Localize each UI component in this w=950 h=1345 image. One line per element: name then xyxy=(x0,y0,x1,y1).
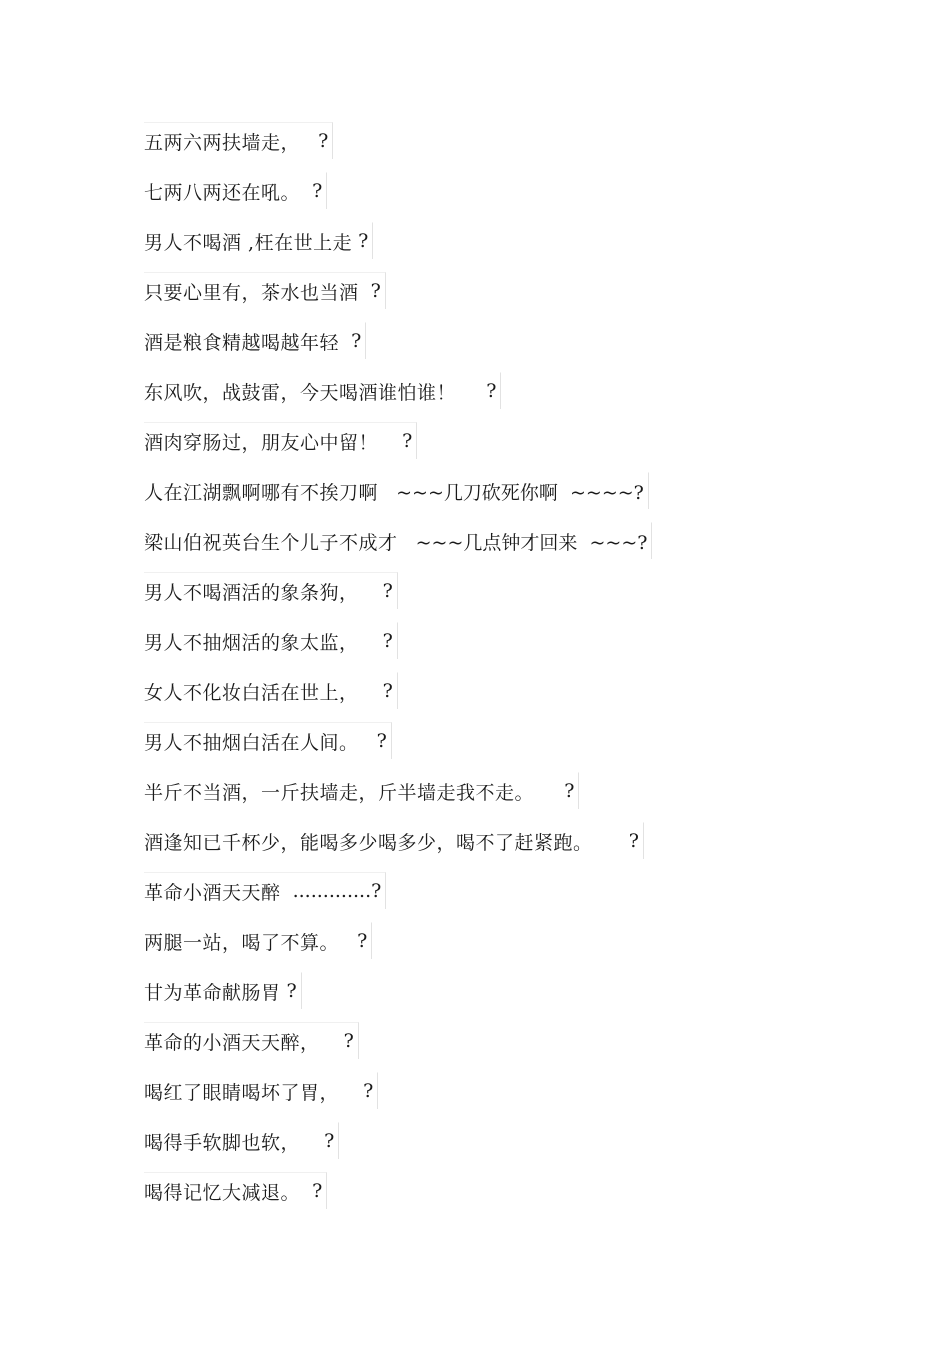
text-line xyxy=(144,572,652,622)
line-text: 革命的小酒天天醉， xyxy=(144,1031,320,1054)
line-text: 人在江湖飘啊哪有不挨刀啊 xyxy=(144,481,379,504)
text-line xyxy=(144,272,652,322)
line-mark: ? xyxy=(339,930,368,952)
text-line xyxy=(144,622,652,672)
line-mark: ? xyxy=(456,380,497,402)
text-line xyxy=(144,772,652,822)
text-line xyxy=(144,522,652,572)
line-text: 酒肉穿肠过，朋友心中留！ xyxy=(144,431,379,454)
text-line xyxy=(144,922,652,972)
line-mark: ? xyxy=(534,780,575,802)
line-text: 男人不喝酒 ,枉在世上走 xyxy=(144,231,353,254)
text-lines xyxy=(144,122,652,1222)
line-text: 东风吹，战鼓雷，今天喝酒谁怕谁！ xyxy=(144,381,457,404)
line-text: 革命小酒天天醉 xyxy=(144,881,281,904)
line-mark: ? xyxy=(300,1180,323,1202)
text-line xyxy=(144,122,652,172)
line-mark: ? xyxy=(352,230,369,252)
line-text: 女人不化妆白活在世上， xyxy=(144,681,359,704)
line-mark: ? xyxy=(378,430,413,452)
line-mark: ? xyxy=(300,1130,335,1152)
line-text: 甘为革命献肠胃 xyxy=(144,981,281,1004)
line-text: 喝得手软脚也软， xyxy=(144,1131,301,1154)
line-mark: ? xyxy=(358,730,387,752)
line-mark: ? xyxy=(300,130,329,152)
text-line xyxy=(144,1122,652,1172)
text-line xyxy=(144,972,652,1022)
line-text: 喝红了眼睛喝坏了胃， xyxy=(144,1081,340,1104)
line-mark: ? xyxy=(280,980,297,1002)
line-text: 男人不抽烟白活在人间。 xyxy=(144,731,359,754)
line-mark: ~~~几点钟才回来 ~~~? xyxy=(397,531,648,554)
text-line xyxy=(144,1172,652,1222)
line-mark: ? xyxy=(358,280,381,302)
line-text: 只要心里有，茶水也当酒 xyxy=(144,281,359,304)
line-text: 半斤不当酒，一斤扶墙走，斤半墙走我不走。 xyxy=(144,781,535,804)
line-mark: ? xyxy=(358,680,393,702)
line-mark: ? xyxy=(300,180,323,202)
line-mark: ? xyxy=(339,1080,374,1102)
text-line xyxy=(144,1072,652,1122)
line-text: 男人不喝酒活的象条狗， xyxy=(144,581,359,604)
line-mark: .............? xyxy=(280,880,382,902)
line-mark: ? xyxy=(319,1030,354,1052)
text-line xyxy=(144,322,652,372)
line-text: 酒逢知已千杯少，能喝多少喝多少，喝不了赶紧跑。 xyxy=(144,831,593,854)
line-mark: ~~~几刀砍死你啊 ~~~~? xyxy=(378,481,644,504)
line-text: 酒是粮食精越喝越年轻 xyxy=(144,331,340,354)
text-line xyxy=(144,172,652,222)
line-mark: ? xyxy=(339,330,362,352)
line-mark: ? xyxy=(358,630,393,652)
text-line xyxy=(144,222,652,272)
line-text: 七两八两还在吼。 xyxy=(144,181,301,204)
line-text: 梁山伯祝英台生个儿子不成才 xyxy=(144,531,398,554)
text-line xyxy=(144,372,652,422)
text-line xyxy=(144,422,652,472)
text-line xyxy=(144,472,652,522)
line-text: 男人不抽烟活的象太监， xyxy=(144,631,359,654)
line-mark: ? xyxy=(592,830,639,852)
text-line xyxy=(144,1022,652,1072)
line-text: 五两六两扶墙走， xyxy=(144,131,301,154)
line-text: 喝得记忆大减退。 xyxy=(144,1181,301,1204)
line-text: 两腿一站，喝了不算。 xyxy=(144,931,340,954)
text-line xyxy=(144,822,652,872)
text-line xyxy=(144,872,652,922)
line-mark: ? xyxy=(358,580,393,602)
text-line xyxy=(144,722,652,772)
text-line xyxy=(144,672,652,722)
